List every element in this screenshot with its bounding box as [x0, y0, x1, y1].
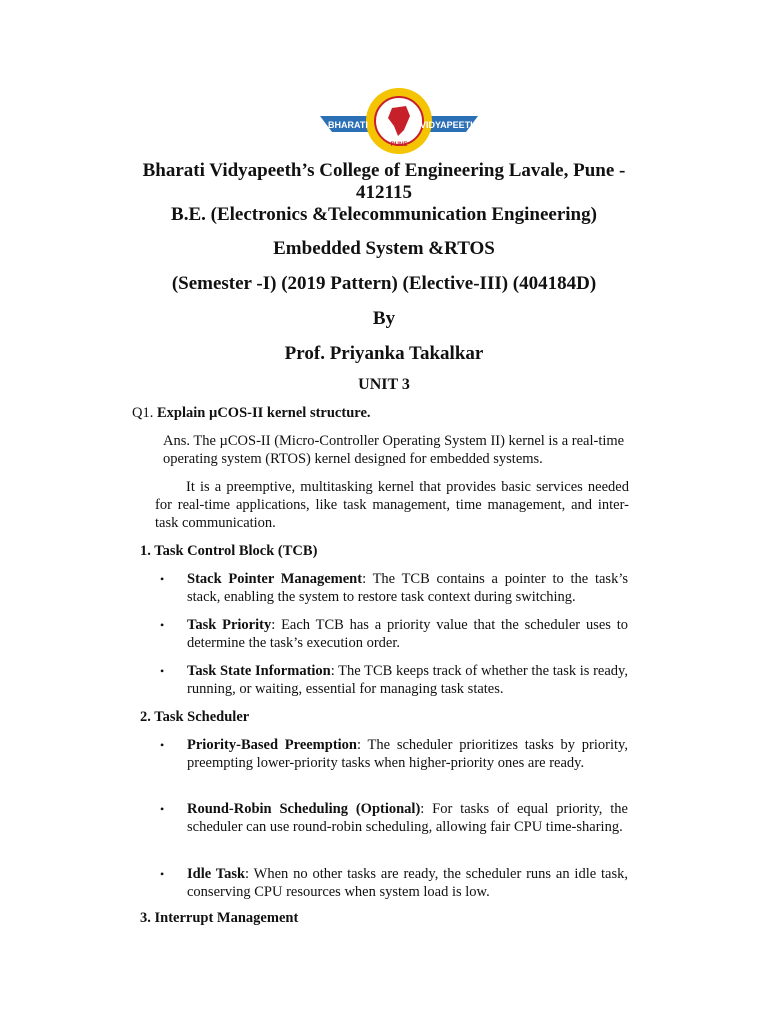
list-item-desc: : The scheduler prioritizes tasks by priority, preempting lower-priority tasks when higher-priority ones are ready.	[187, 737, 628, 771]
question-line	[132, 405, 371, 422]
unit-title: UNIT 3	[358, 376, 410, 393]
college-logo	[320, 86, 478, 156]
bullet-icon: •	[160, 618, 165, 632]
college-name-line2: 412115	[356, 182, 412, 203]
list-item-term: Priority-Based Preemption	[187, 737, 357, 753]
answer-paragraph: It is a preemptive, multitasking kernel that provides basic services needed for real-time applications, like task management, time management, and inter-task communication.	[155, 479, 629, 531]
list-item-term: Task Priority	[187, 617, 272, 633]
list-item-desc: : For tasks of equal priority, the scheduler can use round-robin scheduling, allowing fair CPU time-sharing.	[187, 801, 628, 835]
course-details: (Semester -I) (2019 Pattern) (Elective-III) (404184D)	[171, 273, 597, 294]
logo-badge-text: PUNE	[390, 142, 408, 148]
list-item-desc: : Each TCB has a priority value that the scheduler uses to determine the task’s execution order.	[187, 617, 628, 651]
list-item-desc: : When no other tasks are ready, the scheduler runs an idle task, conserving CPU resources when system load is low.	[187, 866, 628, 900]
bullet-icon: •	[160, 867, 165, 881]
by-label: By	[372, 308, 396, 329]
logo-left-text: BHARATI	[328, 120, 368, 130]
list-item-term: Stack Pointer Management	[187, 571, 363, 587]
bullet-icon: •	[160, 738, 165, 752]
author-name: Prof. Priyanka Takalkar	[284, 343, 484, 364]
section-heading: 3. Interrupt Management	[140, 910, 299, 926]
list-item-desc: : The TCB keeps track of whether the task is ready, running, or waiting, essential for managing task states.	[187, 663, 628, 697]
course-title: Embedded System &RTOS	[273, 238, 495, 259]
question-number: Q1.	[132, 405, 154, 421]
list-item-term: Idle Task	[187, 866, 246, 882]
logo-right-text: VIDYAPEETH	[420, 120, 477, 130]
college-name-line1: Bharati Vidyapeeth’s College of Engineering Lavale, Pune -	[142, 160, 626, 181]
answer-intro: Ans. The µCOS-II (Micro-Controller Operating System II) kernel is a real-time operating system (RTOS) kernel designed for embedded systems.	[163, 433, 625, 467]
bullet-icon: •	[160, 664, 165, 678]
list-item-term: Round-Robin Scheduling (Optional)	[187, 801, 421, 817]
list-item-term: Task State Information	[187, 663, 331, 679]
list-item-desc: : The TCB contains a pointer to the task’s stack, enabling the system to restore task context during switching.	[187, 571, 628, 605]
bullet-icon: •	[160, 802, 165, 816]
question-text: Explain µCOS-II kernel structure.	[156, 405, 371, 421]
section-heading: 1. Task Control Block (TCB)	[140, 543, 318, 559]
bullet-icon: •	[160, 572, 165, 586]
section-heading: 2. Task Scheduler	[140, 709, 250, 725]
program-title: B.E. (Electronics &Telecommunication Engineering)	[171, 204, 597, 225]
